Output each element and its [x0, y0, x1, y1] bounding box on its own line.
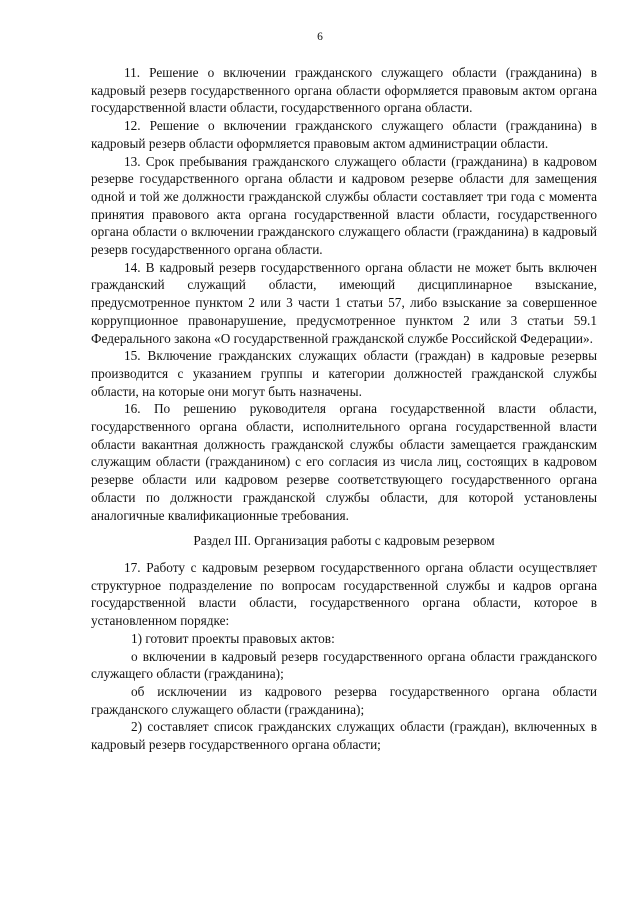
subitem-exclusion: об исключении из кадрового резерва государственного органа области гражданского служащего области (гражданина); [91, 683, 597, 717]
paragraph-11: 11. Решение о включении гражданского служащего области (гражданина) в кадровый резерв государственного органа области оформляется правовым актом органа государственной власти области, государственного органа области. [91, 65, 597, 116]
document-body [91, 64, 597, 754]
paragraph-14: 14. В кадровый резерв государственного органа области не может быть включен гражданский служащий области, имеющий дисциплинарное взыскание, предусмотренное пунктом 2 или 3 части 1 статьи 57, либо взыскание за совершенное коррупционное правонарушение, предусмотренное пунктом 2 или 3 статьи 59.1 Федерального закона «О государственной гражданской службе Российской Федерации». [91, 259, 597, 346]
paragraph-17: 17. Работу с кадровым резервом государственного органа области осуществляет структурное подразделение по вопросам государственной службы и кадров органа государственной власти области, государственного органа области, которое в установленном порядке: [91, 559, 597, 629]
page-number: 6 [317, 31, 323, 43]
paragraph-13: 13. Срок пребывания гражданского служащего области (гражданина) в кадровом резерве государственного органа области и кадровом резерве области для замещения одной и той же должности гражданской службы области составляет три года с момента принятия правового акта органа государственной власти области, государственного органа области о включении гражданского служащего области (гражданина) в кадровый резерв государственного органа области. [91, 153, 597, 258]
subitem-1: 1) готовит проекты правовых актов: [131, 630, 335, 646]
subitem-2: 2) составляет список гражданских служащих области (граждан), включенных в кадровый резерв государственного органа области; [91, 719, 597, 753]
paragraph-16: 16. По решению руководителя органа государственной власти области, государственного органа области, исполнительного органа государственной власти области вакантная должность гражданской службы области замещается гражданским служащим области (гражданином) с его согласия из числа лиц, состоящих в кадровом резерве области или кадровом резерве соответствующего государственного органа области по должности гражданской службы области, для которой установлены аналогичные квалификационные требования. [91, 401, 597, 523]
section-title: Раздел III. Организация работы с кадровым резервом [193, 533, 495, 549]
subitem-inclusion: о включении в кадровый резерв государственного органа области гражданского служащего области (гражданина); [91, 648, 597, 682]
paragraph-15: 15. Включение гражданских служащих области (граждан) в кадровые резервы производится с указанием группы и категории должностей гражданской службы области, на которые они могут быть назначены. [91, 348, 597, 399]
paragraph-12: 12. Решение о включении гражданского служащего области (гражданина) в кадровый резерв области оформляется правовым актом администрации области. [91, 118, 597, 151]
